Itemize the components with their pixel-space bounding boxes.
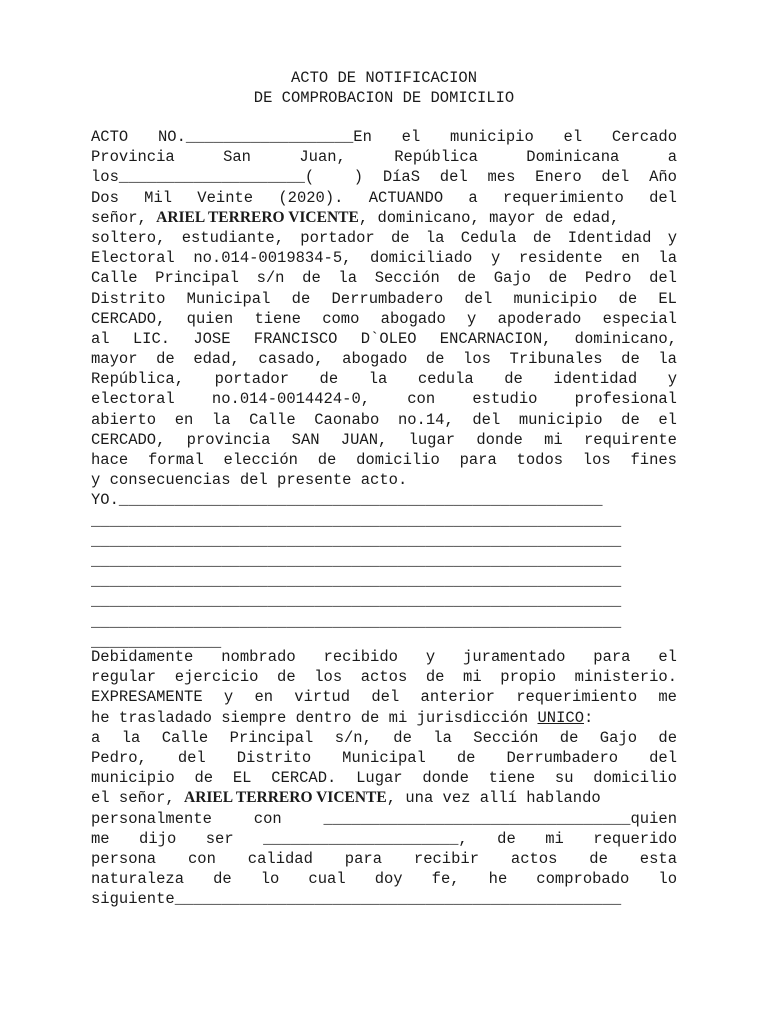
text-line: Calle Principal s/n de la Sección de Gajo de Pedro del (91, 269, 677, 288)
text-fragment: , dominicano, mayor de edad, (358, 208, 620, 227)
text-fragment: señor, (91, 208, 157, 227)
underlined-word: UNICO (537, 708, 584, 727)
blank-fill-line: _________________________________________________________ (91, 572, 622, 591)
text-line: mayor de edad, casado, abogado de los Tribunales de la (91, 350, 677, 369)
text-line: los____________________( ) DíaS del mes Enero del Año (91, 168, 677, 187)
text-line: CERCADO, quien tiene como abogado y apoderado especial (91, 309, 677, 328)
paragraph-act-intro (91, 127, 677, 652)
text-line: EXPRESAMENTE y en virtud del anterior requerimiento me (91, 688, 677, 707)
yo-fill-line: YO.____________________________________________________ (91, 491, 603, 510)
text-line: CERCADO, provincia SAN JUAN, lugar donde mi requirente (91, 430, 677, 449)
text-line: personalmente con _________________________________quien (91, 809, 677, 828)
text-line: soltero, estudiante, portador de la Cedula de Identidad y (91, 228, 677, 247)
requester-name: ARIEL TERRERO VICENTE (156, 208, 359, 226)
text-line: electoral no.014-0014424-0, con estudio profesional (91, 390, 677, 409)
text-line: hace formal elección de domicilio para todos los fines (91, 451, 677, 469)
text-line: me dijo ser _____________________, de mi requerido (91, 829, 677, 848)
text-line: ACTO NO.__________________En el municipio el Cercado (91, 128, 677, 146)
blank-fill-line: _________________________________________________________ (91, 511, 622, 530)
text-fragment: : (584, 708, 594, 727)
document-title: ACTO DE NOTIFICACION (290, 69, 478, 87)
text-line (91, 708, 677, 728)
blank-fill-line: _________________________________________________________ (91, 551, 622, 570)
text-line: Provincia San Juan, República Dominicana a (91, 148, 677, 167)
text-line: Pedro, del Distrito Municipal de Derrumbadero del (91, 748, 677, 767)
text-line: abierto en la Calle Caonabo no.14, del municipio de el (91, 410, 677, 429)
text-line (91, 208, 677, 228)
text-fragment: , una vez allí hablando (386, 789, 601, 808)
text-line: Debidamente nombrado recibido y juramentado para el (91, 648, 677, 666)
text-fragment: he trasladado siempre dentro de mi jurisdicción (91, 708, 538, 727)
blank-fill-line: _________________________________________________________ (91, 592, 622, 611)
text-line: municipio de EL CERCAD. Lugar donde tiene su domicilio (91, 769, 677, 788)
blank-fill-line: _________________________________________________________ (91, 612, 622, 631)
text-line: naturaleza de lo cual doy fe, he comprobado lo (91, 870, 677, 889)
requester-name: ARIEL TERRERO VICENTE (184, 789, 387, 807)
paragraph-notification (91, 647, 677, 909)
text-fragment: el señor, (91, 789, 185, 808)
text-line: República, portador de la cedula de identidad y (91, 370, 677, 389)
text-line: y consecuencias del presente acto. (91, 471, 408, 490)
text-line (91, 788, 677, 808)
short-fill-line: ______________ (91, 632, 222, 651)
text-line: a la Calle Principal s/n, de la Sección de Gajo de (91, 728, 677, 747)
blank-fill-line: _________________________________________________________ (91, 531, 622, 550)
text-line: regular ejercicio de los actos de mi propio ministerio. (91, 668, 677, 687)
text-line: persona con calidad para recibir actos de esta (91, 849, 677, 868)
text-line: Distrito Municipal de Derrumbadero del municipio de EL (91, 289, 677, 308)
text-line: al LIC. JOSE FRANCISCO D`OLEO ENCARNACION, dominicano, (91, 329, 677, 348)
text-line: Electoral no.014-0019834-5, domiciliado y residente en la (91, 249, 677, 268)
text-line: Dos Mil Veinte (2020). ACTUANDO a requerimiento del (91, 188, 677, 207)
text-line: siguiente________________________________________________ (91, 890, 622, 909)
document-subtitle: DE COMPROBACION DE DOMICILIO (253, 89, 515, 107)
